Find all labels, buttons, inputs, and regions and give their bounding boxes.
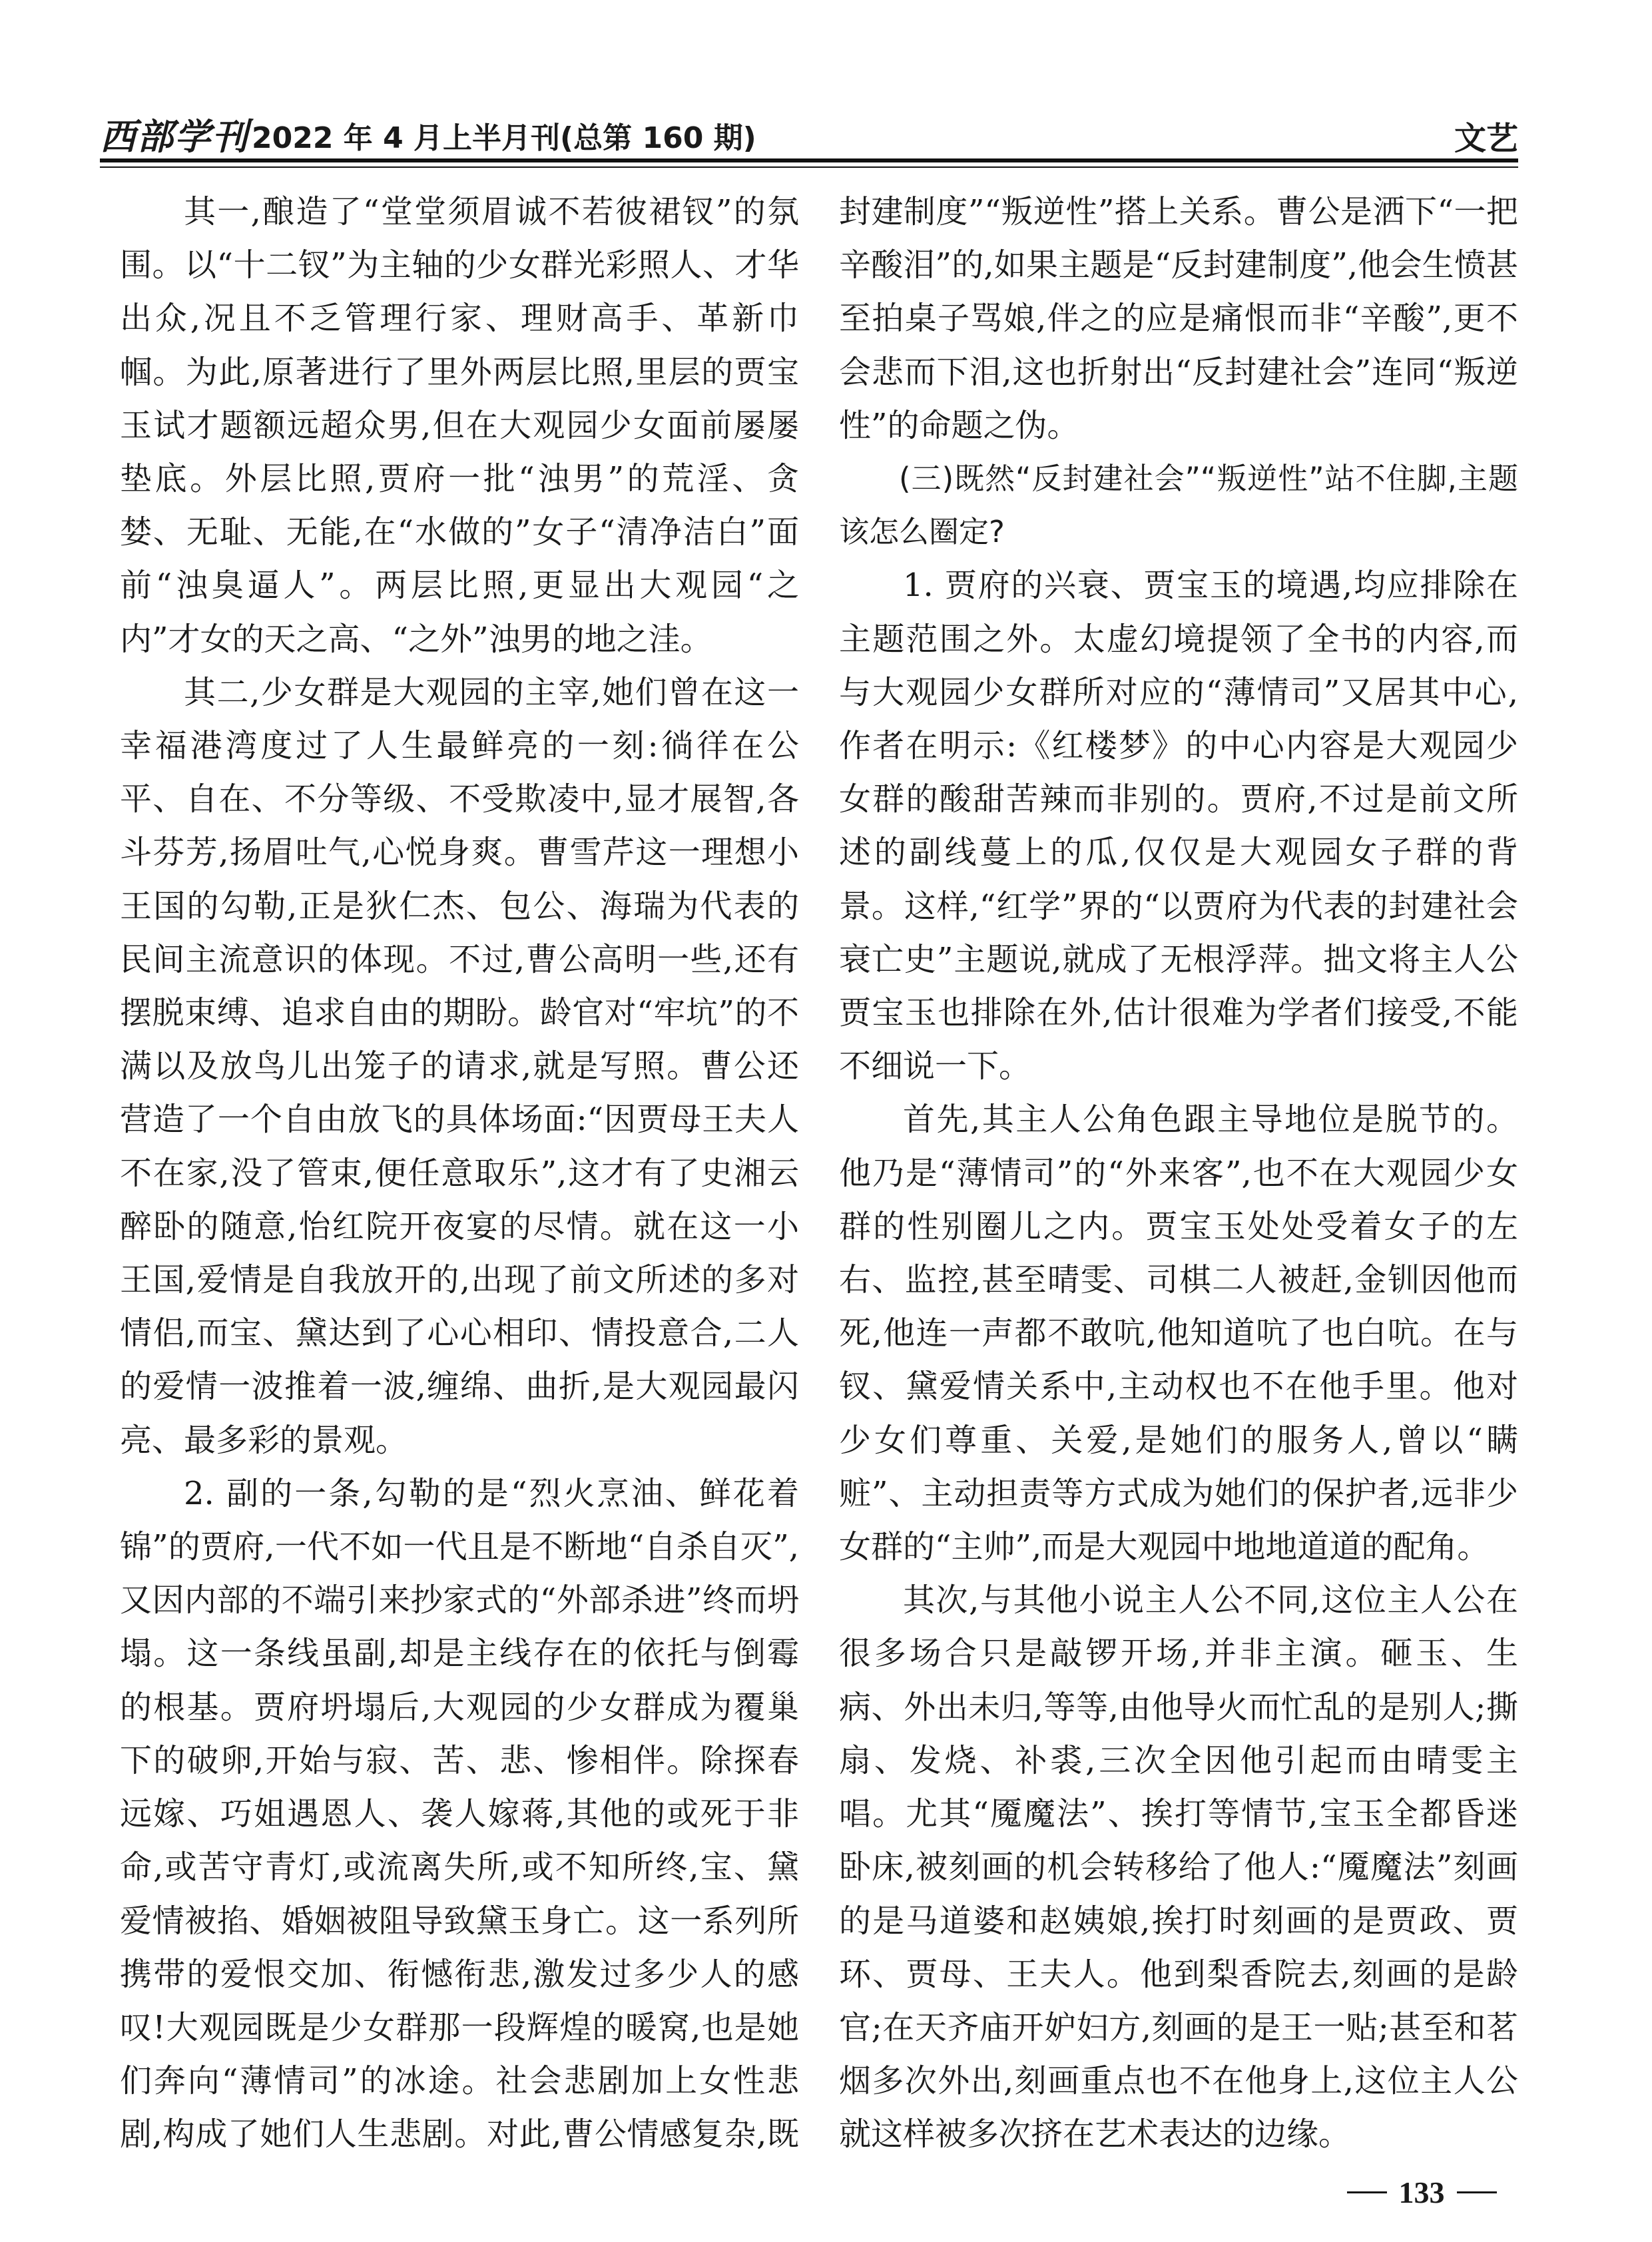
page-header [100, 112, 1518, 158]
journal-brand: 西部学刊 [100, 115, 249, 158]
paragraph [839, 2161, 1518, 2163]
left-column [120, 185, 799, 2163]
issue-info: 2022 年 4 月上半月刊(总第 160 期) [252, 121, 756, 155]
dash-right [1457, 2191, 1497, 2193]
section-heading: (三)既然“反封建社会”“叛逆性”站不住脚,主题该怎么圈定? [839, 461, 1518, 550]
paragraph: 首先,其主人公角色跟主导地位是脱节的。他乃是“薄情司”的“外来客”,也不在大观园少女群的性别圈儿之内。贾宝玉处处受着女子的左右、监控,甚至晴雯、司棋二人被赶,金钏因他而死,他连一声都不敢吭,他知道吭了也白吭。在与钗、黛爱情关系中,主动权也不在他手里。他对少女们尊重、关爱,是她们的服务人,曾以“瞒赃”、主动担责等方式成为她们的保护者,远非少女群的“主帅”,而是大观园中地地道道的配角。 [839, 1101, 1518, 1566]
masthead [100, 115, 756, 158]
paragraph: 其二,少女群是大观园的主宰,她们曾在这一幸福港湾度过了人生最鲜亮的一刻:徜徉在公平、自在、不分等级、不受欺凌中,显才展智,各斗芬芳,扬眉吐气,心悦身爽。曹雪芹这一理想小王国的勾勒,正是狄仁杰、包公、海瑞为代表的民间主流意识的体现。不过,曹公高明一些,还有摆脱束缚、追求自由的期盼。龄官对“牢坑”的不满以及放鸟儿出笼子的请求,就是写照。曹公还营造了一个自由放飞的具体场面:“因贾母王夫人不在家,没了管束,便任意取乐”,这才有了史湘云醉卧的随意,怡红院开夜宴的尽情。就在这一小王国,爱情是自我放开的,出现了前文所述的多对情侣,而宝、黛达到了心心相印、情投意合,二人的爱情一波推着一波,缠绵、曲折,是大观园最闪亮、最多彩的景观。 [120, 673, 799, 1459]
dash-left [1347, 2191, 1387, 2193]
page-number [1325, 2172, 1518, 2212]
header-rule-thin [100, 166, 1518, 168]
paragraph: 其一,酿造了“堂堂须眉诚不若彼裙钗”的氛围。以“十二钗”为主轴的少女群光彩照人、才华出众,况且不乏管理行家、理财高手、革新巾帼。为此,原著进行了里外两层比照,里层的贾宝玉试才题额远超众男,但在大观园少女面前屡屡垫底。外层比照,贾府一批“浊男”的荒淫、贪婪、无耻、无能,在“水做的”女子“清净洁白”面前“浊臭逼人”。两层比照,更显出大观园“之内”才女的天之高、“之外”浊男的地之洼。 [120, 193, 799, 658]
right-column [839, 185, 1518, 2163]
paragraph: 1. 贾府的兴衰、贾宝玉的境遇,均应排除在主题范围之外。太虚幻境提领了全书的内容,而与大观园少女群所对应的“薄情司”又居其中心,作者在明示:《红楼梦》的中心内容是大观园少女群的酸甜苦辣而非别的。贾府,不过是前文所述的副线蔓上的瓜,仅仅是大观园女子群的背景。这样,“红学”界的“以贾府为代表的封建社会衰亡史”主题说,就成了无根浮萍。拙文将主人公贾宝玉也排除在外,估计很难为学者们接受,不能不细说一下。 [839, 567, 1518, 1085]
paragraph: 2. 副的一条,勾勒的是“烈火烹油、鲜花着锦”的贾府,一代不如一代且是不断地“自杀自灭”,又因内部的不端引来抄家式的“外部杀进”终而坍塌。这一条线虽副,却是主线存在的依托与倒霉的根基。贾府坍塌后,大观园的少女群成为覆巢下的破卵,开始与寂、苦、悲、惨相伴。除探春远嫁、巧姐遇恩人、袭人嫁蒋,其他的或死于非命,或苦守青灯,或流离失所,或不知所终,宝、黛爱情被掐、婚姻被阻导致黛玉身亡。这一系列所携带的爱恨交加、衔憾衔悲,激发过多少人的感叹!大观园既是少女群那一段辉煌的暖窝,也是她们奔向“薄情司”的冰途。社会悲剧加上女性悲剧,构成了她们人生悲剧。对此,曹公情感复杂,既 [120, 1474, 799, 2153]
page-number-text: 133 [1398, 2175, 1445, 2209]
paragraph: 其次,与其他小说主人公不同,这位主人公在很多场合只是敲锣开场,并非主演。砸玉、生病、外出未归,等等,由他导火而忙乱的是别人;撕扇、发烧、补裘,三次全因他引起而由晴雯主唱。尤其“魇魔法”、挨打等情节,宝玉全都昏迷卧床,被刻画的机会转移给了他人:“魇魔法”刻画的是马道婆和赵姨娘,挨打时刻画的是贾政、贾环、贾母、王夫人。他到梨香院去,刻画的是龄官;在天齐庙开妒妇方,刻画的是王一贴;甚至和茗烟多次外出,刻画重点也不在他身上,这位主人公就这样被多次挤在艺术表达的边缘。 [839, 1581, 1518, 2153]
section-label: 文艺 [1454, 120, 1518, 157]
paragraph-continuation: 封建制度”“叛逆性”搭上关系。曹公是洒下“一把辛酸泪”的,如果主题是“反封建制度”,他会生愤甚至拍桌子骂娘,伴之的应是痛恨而非“辛酸”,更不会悲而下泪,这也折射出“反封建社会”连同“叛逆性”的命题之伪。 [839, 193, 1518, 444]
header-rule-thick [100, 158, 1518, 162]
